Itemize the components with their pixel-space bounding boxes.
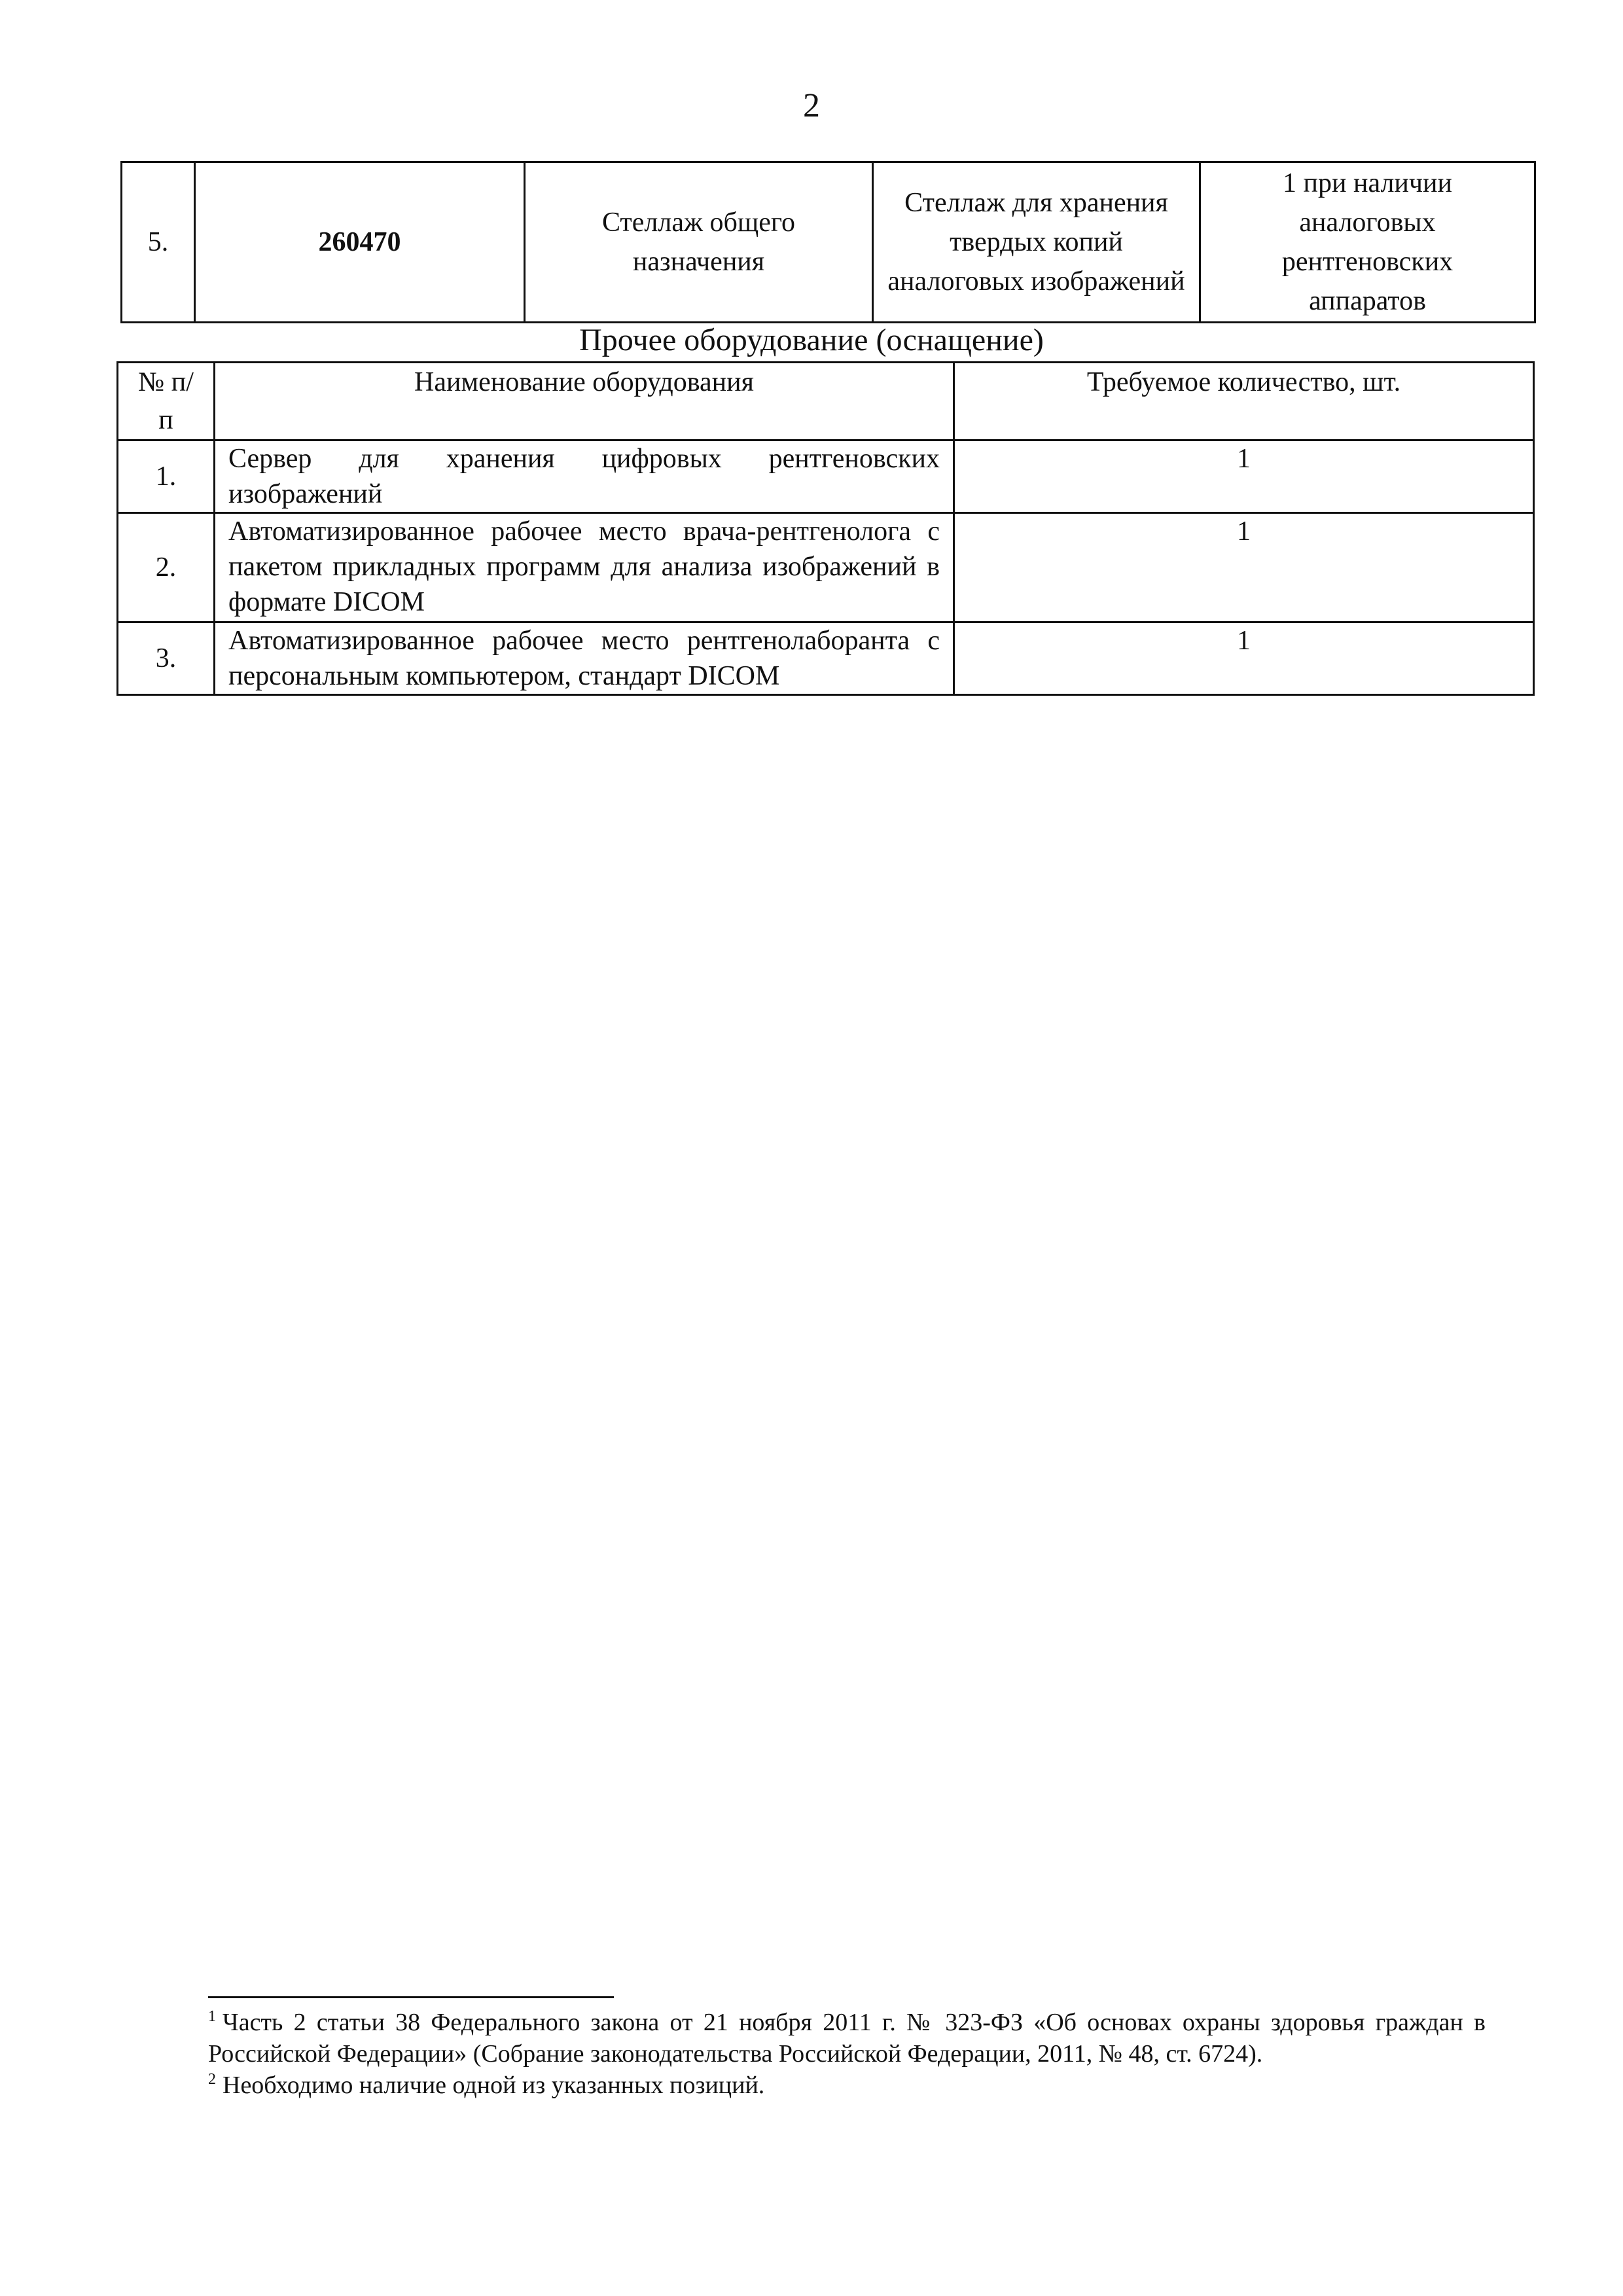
equipment-name: Стеллаж для хранения твердых копий аналоговых изображений bbox=[873, 162, 1200, 323]
footnote-text: Необходимо наличие одной из указанных позиций. bbox=[223, 2072, 765, 2099]
footnote bbox=[208, 2007, 1486, 2070]
table-row bbox=[122, 162, 1535, 323]
footnote-mark: 2 bbox=[208, 2071, 216, 2089]
equipment-kind: Стеллаж общего назначения bbox=[525, 162, 873, 323]
footnotes bbox=[208, 2007, 1486, 2101]
equipment-code: 260470 bbox=[195, 162, 525, 323]
row-number: 2. bbox=[118, 513, 215, 622]
row-number: 5. bbox=[122, 162, 195, 323]
row-number: 1. bbox=[118, 440, 215, 513]
equipment-name: Сервер для хранения цифровых рентгеновских изображений bbox=[215, 440, 954, 513]
equipment-name: Автоматизированное рабочее место врача-рентгенолога с пакетом прикладных программ для анализа изображений в формате DICOM bbox=[215, 513, 954, 622]
section-title: Прочее оборудование (оснащение) bbox=[579, 323, 1044, 357]
footnote bbox=[208, 2070, 1486, 2101]
header-number: № п/п bbox=[118, 363, 215, 440]
equipment-quantity: 1 bbox=[954, 622, 1534, 695]
equipment-quantity: 1 bbox=[954, 440, 1534, 513]
table-row bbox=[118, 440, 1534, 513]
footnote-separator bbox=[208, 1996, 614, 1998]
header-quantity: Требуемое количество, шт. bbox=[954, 363, 1534, 440]
equipment-quantity: 1 bbox=[954, 513, 1534, 622]
row-number: 3. bbox=[118, 622, 215, 695]
other-equipment-table bbox=[116, 361, 1535, 696]
table-row bbox=[118, 622, 1534, 695]
table-row bbox=[118, 513, 1534, 622]
footnote-mark: 1 bbox=[208, 2008, 216, 2026]
equipment-quantity: 1 при наличии аналоговых рентгеновских аппаратов bbox=[1200, 162, 1535, 323]
header-name: Наименование оборудования bbox=[215, 363, 954, 440]
table-header-row bbox=[118, 363, 1534, 440]
page-number: 2 bbox=[803, 87, 820, 124]
footnote-text: Часть 2 статьи 38 Федерального закона от 21 ноября 2011 г. № 323-ФЗ «Об основах охраны здоровья граждан в Российской Федерации» (Собрание законодательства Российской Федерации, 2011, № 48, ст. 6724). bbox=[208, 2009, 1486, 2068]
equipment-table-continued bbox=[120, 161, 1536, 323]
equipment-name: Автоматизированное рабочее место рентгенолаборанта с персональным компьютером, стандарт DICOM bbox=[215, 622, 954, 695]
